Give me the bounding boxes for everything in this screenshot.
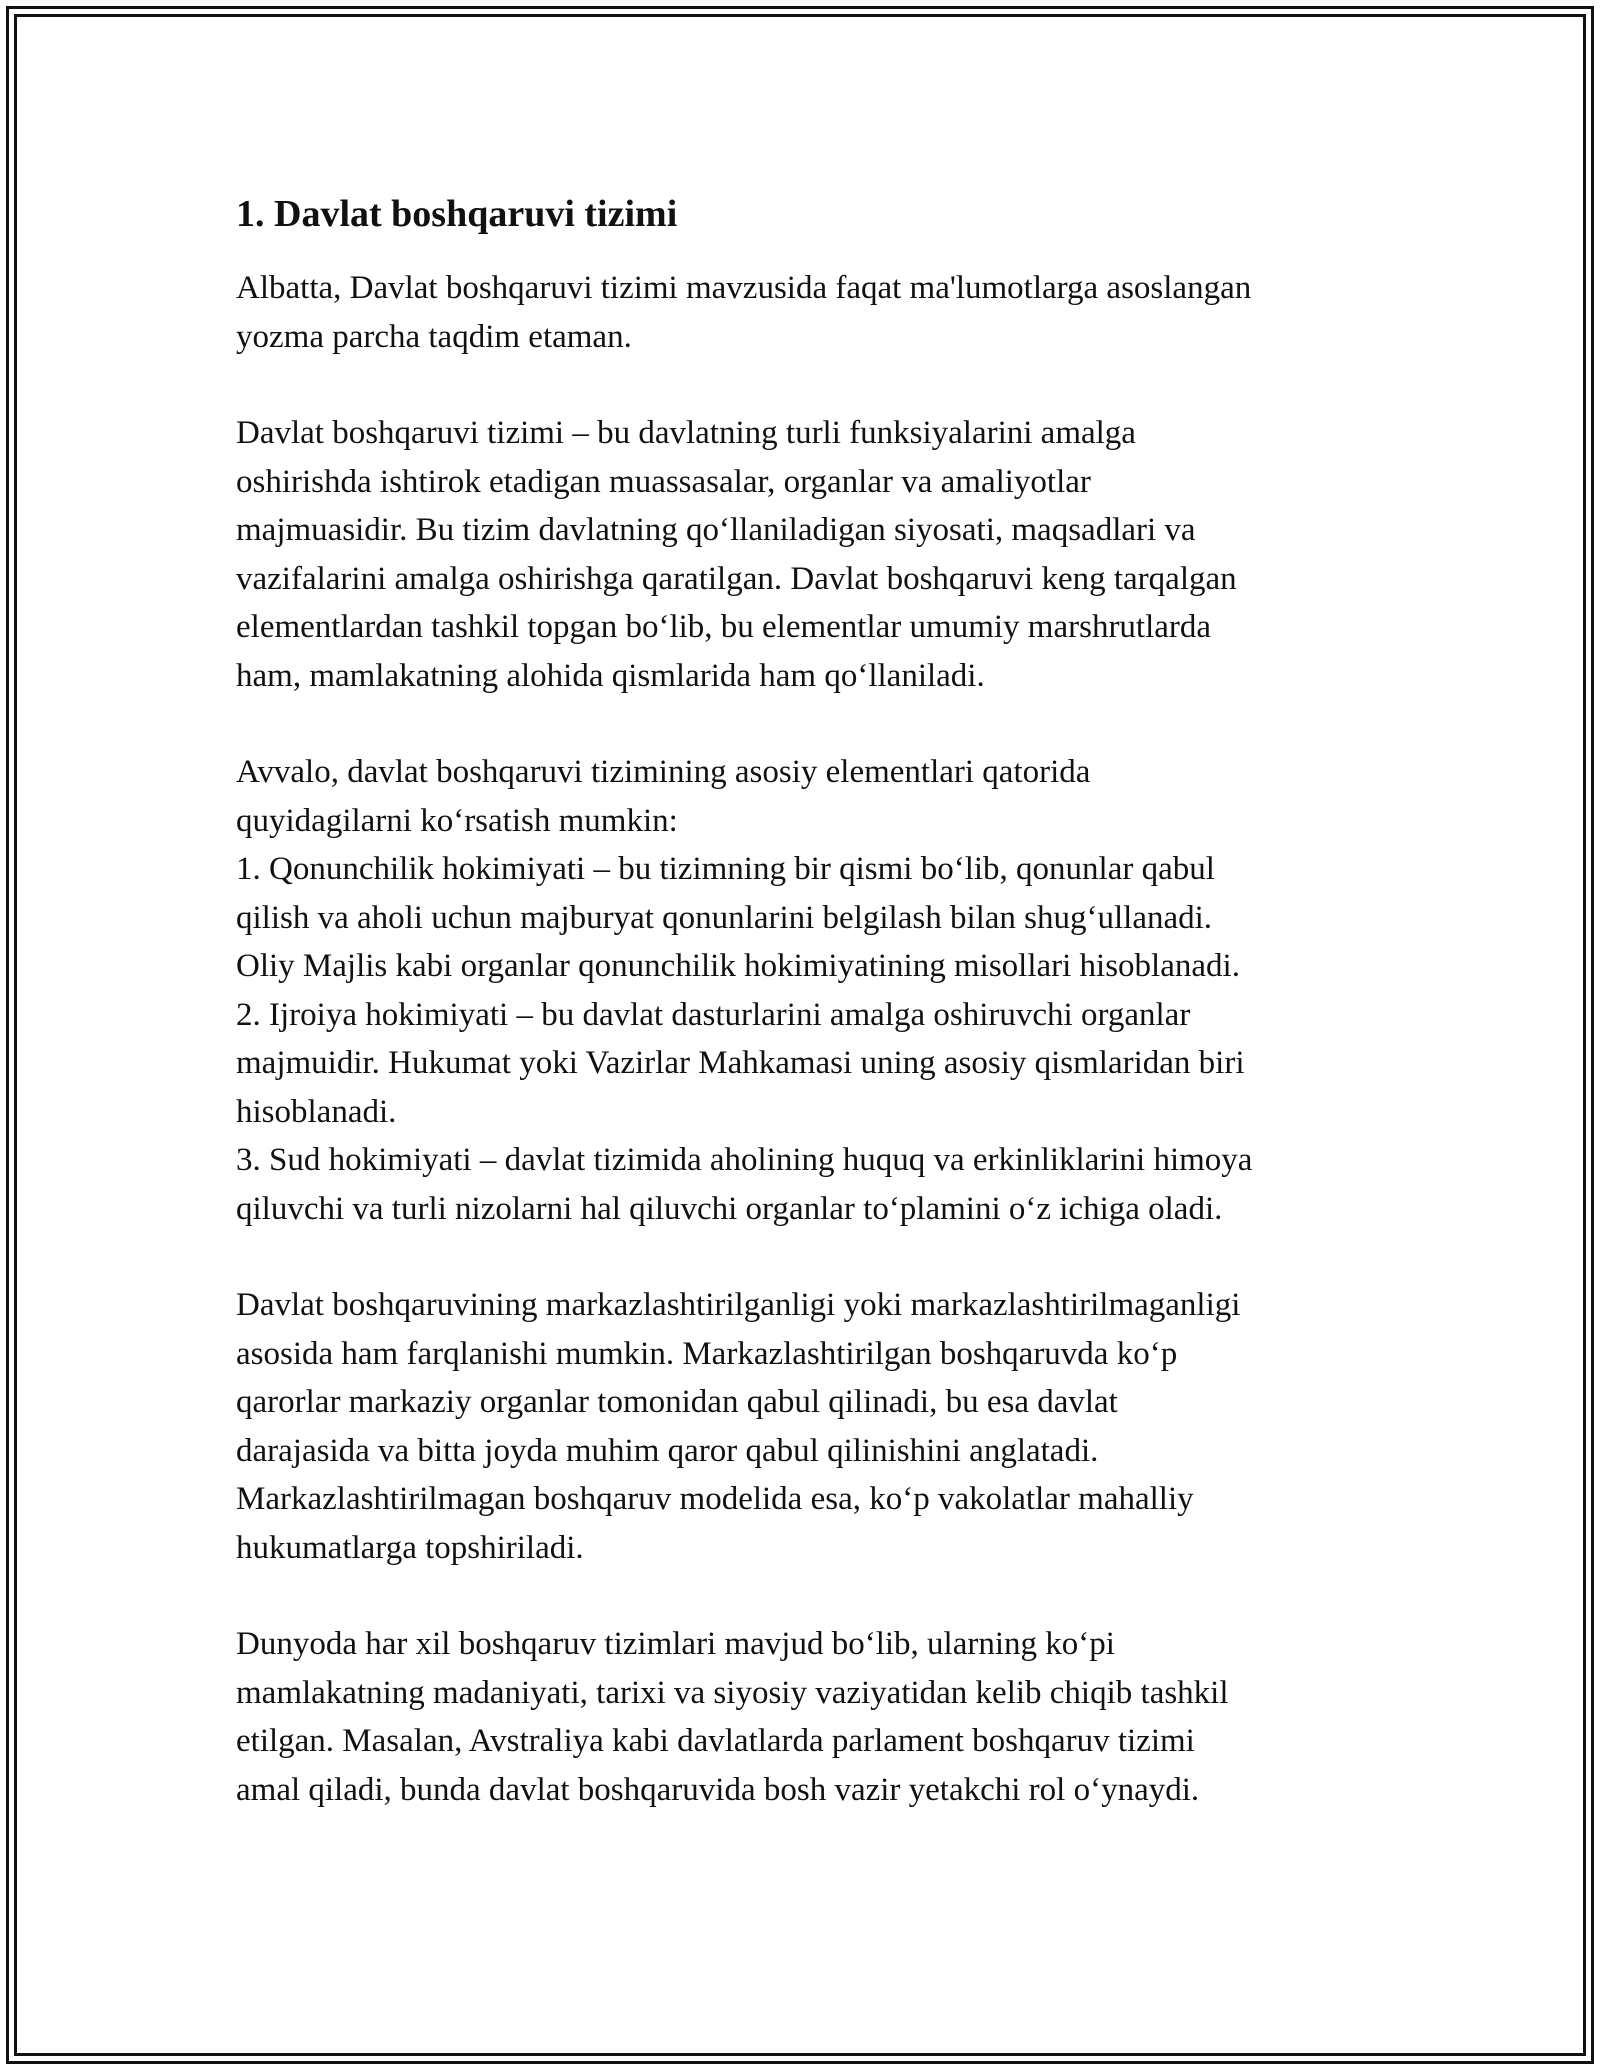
paragraph-elements-list bbox=[236, 748, 1406, 1233]
text-line: etilgan. Masalan, Avstraliya kabi davlatlarda parlament boshqaruv tizimi bbox=[236, 1723, 1195, 1759]
list-item-legislative: 1. Qonunchilik hokimiyati – bu tizimning bir qismi bo‘lib, qonunlar qabul bbox=[236, 851, 1215, 887]
text-line: quyidagilarni ko‘rsatish mumkin: bbox=[236, 802, 678, 839]
text-line: qarorlar markaziy organlar tomonidan qabul qilinadi, bu esa davlat bbox=[236, 1384, 1118, 1420]
paragraph-centralization bbox=[236, 1281, 1406, 1572]
text-line: Dunyoda har xil boshqaruv tizimlari mavjud bo‘lib, ularning ko‘pi bbox=[236, 1626, 1115, 1662]
text-line: vazifalarini amalga oshirishga qaratilgan. Davlat boshqaruvi keng tarqalgan bbox=[236, 560, 1237, 597]
text-line: ham, mamlakatning alohida qismlarida ham qo‘llaniladi. bbox=[236, 657, 985, 694]
paragraph-intro bbox=[236, 264, 1406, 361]
text-line: oshirishda ishtirok etadigan muassasalar, organlar va amaliyotlar bbox=[236, 463, 1091, 500]
text-line: amal qiladi, bunda davlat boshqaruvida bosh vazir yetakchi rol o‘ynaydi. bbox=[236, 1771, 1200, 1808]
list-item-executive: 2. Ijroiya hokimiyati – bu davlat dasturlarini amalga oshiruvchi organlar bbox=[236, 996, 1191, 1033]
text-line: Oliy Majlis kabi organlar qonunchilik hokimiyatining misollari hisoblanadi. bbox=[236, 948, 1240, 984]
text-line: mamlakatning madaniyati, tarixi va siyosiy vaziyatidan kelib chiqib tashkil bbox=[236, 1674, 1229, 1711]
text-line: Davlat boshqaruvi tizimi – bu davlatning turli funksiyalarini amalga bbox=[236, 415, 1136, 451]
document-body bbox=[236, 188, 1406, 1862]
paragraph-world-systems bbox=[236, 1620, 1406, 1814]
text-line: darajasida va bitta joyda muhim qaror qabul qilinishini anglatadi. bbox=[236, 1432, 1099, 1469]
text-line: hukumatlarga topshiriladi. bbox=[236, 1529, 584, 1566]
section-heading: 1. Davlat boshqaruvi tizimi bbox=[236, 193, 678, 235]
text-line: qilish va aholi uchun majburyat qonunlarini belgilash bilan shug‘ullanadi. bbox=[236, 899, 1213, 936]
text-line: Albatta, Davlat boshqaruvi tizimi mavzusida faqat ma'lumotlarga asoslangan bbox=[236, 270, 1252, 306]
text-line: asosida ham farqlanishi mumkin. Markazlashtirilgan boshqaruvda ko‘p bbox=[236, 1335, 1178, 1372]
text-line: majmuidir. Hukumat yoki Vazirlar Mahkamasi uning asosiy qismlaridan biri bbox=[236, 1045, 1245, 1081]
list-item-judicial: 3. Sud hokimiyati – davlat tizimida aholining huquq va erkinliklarini himoya bbox=[236, 1142, 1253, 1178]
text-line: qiluvchi va turli nizolarni hal qiluvchi organlar to‘plamini o‘z ichiga oladi. bbox=[236, 1190, 1223, 1227]
text-line: Markazlashtirilmagan boshqaruv modelida esa, ko‘p vakolatlar mahalliy bbox=[236, 1481, 1194, 1517]
text-line: Avvalo, davlat boshqaruvi tizimining asosiy elementlari qatorida bbox=[236, 754, 1091, 790]
text-line: Davlat boshqaruvining markazlashtirilganligi yoki markazlashtirilmaganligi bbox=[236, 1287, 1241, 1323]
paragraph-definition bbox=[236, 409, 1406, 700]
text-line: elementlardan tashkil topgan bo‘lib, bu elementlar umumiy marshrutlarda bbox=[236, 609, 1212, 645]
text-line: yozma parcha taqdim etaman. bbox=[236, 318, 632, 355]
text-line: majmuasidir. Bu tizim davlatning qo‘llaniladigan siyosati, maqsadlari va bbox=[236, 512, 1196, 548]
text-line: hisoblanadi. bbox=[236, 1093, 397, 1130]
